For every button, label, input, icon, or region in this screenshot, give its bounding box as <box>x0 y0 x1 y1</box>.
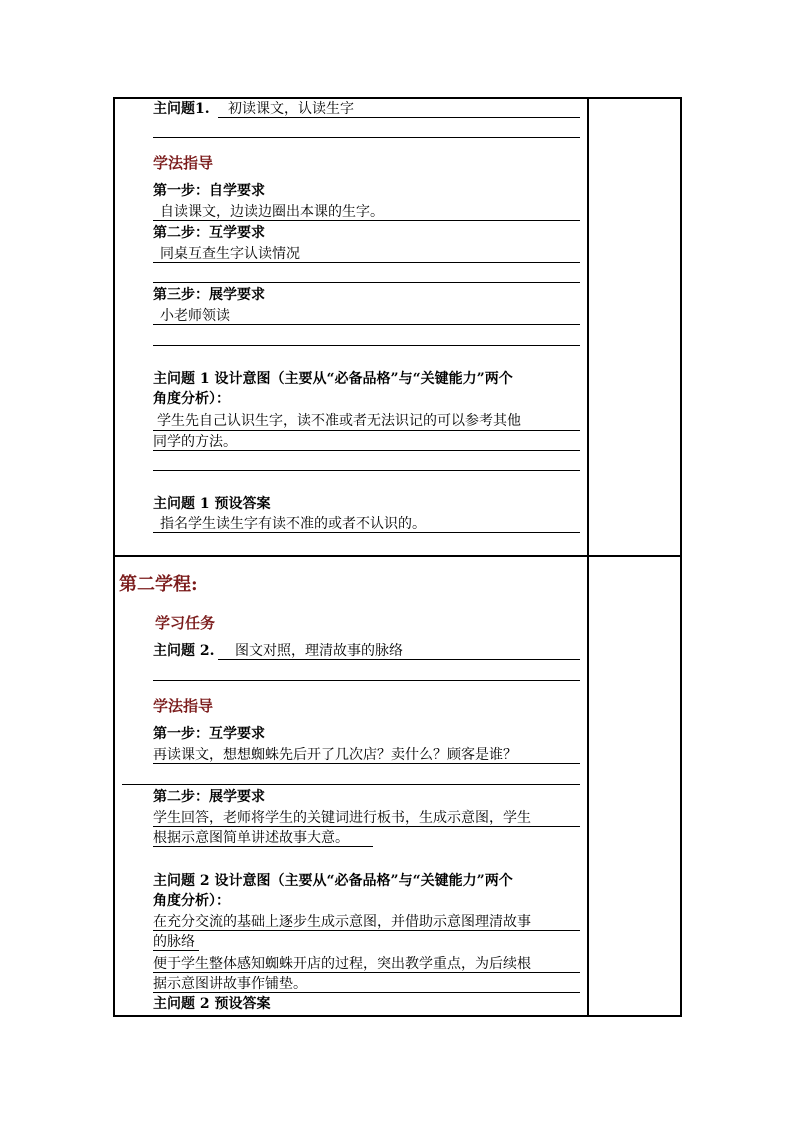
answer-line <box>153 763 580 764</box>
answer-line <box>153 282 580 283</box>
table-left-border <box>113 97 115 1017</box>
answer-text: 指名学生读生字有读不准的或者不认识的。 <box>160 516 426 532</box>
q2-text: 图文对照，理清故事的脉络 <box>235 643 403 659</box>
design-title-cont: 角度分析）： <box>153 391 230 407</box>
step2-text: 同桌互查生字认读情况 <box>160 246 300 262</box>
answer-line <box>153 992 580 993</box>
task-title: 学习任务 <box>155 614 216 632</box>
design-text-cont: 同学的方法。 <box>153 434 237 450</box>
q1-label: 主问题1. <box>153 101 210 117</box>
answer-line <box>153 846 373 847</box>
design-text-cont: 便于学生整体感知蜘蛛开店的过程，突出教学重点，为后续根 <box>153 956 531 972</box>
design-text: 在充分交流的基础上逐步生成示意图，并借助示意图理清故事 <box>153 914 531 930</box>
step2-label: 第二步：互学要求 <box>153 225 265 241</box>
answer-line <box>122 784 580 785</box>
table-right-border <box>680 97 682 1017</box>
table-top-border <box>113 97 681 99</box>
answer-title: 主问题 1 预设答案 <box>153 496 271 512</box>
q1-text: 初读课文，认读生字 <box>228 101 354 117</box>
answer-line <box>153 680 580 681</box>
section-heading: 第二学程: <box>119 574 198 595</box>
table-col-divider <box>587 97 589 1017</box>
method-title: 学法指导 <box>153 154 214 172</box>
method-title: 学法指导 <box>153 697 214 715</box>
answer-line <box>153 826 580 827</box>
answer-line <box>153 220 580 221</box>
step1-text: 自读课文，边读边圈出本课的生字。 <box>160 204 384 220</box>
design-title-cont: 角度分析）： <box>153 893 230 909</box>
design-text: 学生先自己认识生字，读不准或者无法识记的可以参考其他 <box>157 413 521 429</box>
step2-label: 第二步：展学要求 <box>153 789 265 805</box>
answer-line <box>218 117 580 118</box>
answer-title: 主问题 2 预设答案 <box>153 996 271 1012</box>
table-mid-border <box>113 555 681 557</box>
step1-label: 第一步：互学要求 <box>153 726 265 742</box>
answer-line <box>153 450 580 451</box>
step2-text-cont: 根据示意图简单讲述故事大意。 <box>153 830 349 846</box>
answer-line <box>153 345 580 346</box>
answer-line <box>153 972 580 973</box>
step3-text: 小老师领读 <box>160 308 230 324</box>
step2-text: 学生回答，老师将学生的关键词进行板书，生成示意图，学生 <box>153 810 531 826</box>
table-bottom-border <box>113 1015 681 1017</box>
answer-line <box>218 659 580 660</box>
design-text-cont: 据示意图讲故事作铺垫。 <box>153 976 307 992</box>
step1-label: 第一步：自学要求 <box>153 183 265 199</box>
step1-text: 再读课文，想想蜘蛛先后开了几次店？卖什么？顾客是谁？ <box>153 747 517 763</box>
answer-line <box>153 532 580 533</box>
answer-line <box>153 930 580 931</box>
step3-label: 第三步：展学要求 <box>153 287 265 303</box>
answer-line <box>153 262 580 263</box>
answer-line <box>153 950 199 951</box>
design-title: 主问题 2 设计意图（主要从“必备品格”与“关键能力”两个 <box>153 873 513 889</box>
q2-label: 主问题 2. <box>153 643 215 659</box>
design-text-cont: 的脉络 <box>153 934 195 950</box>
answer-line <box>153 470 580 471</box>
answer-line <box>153 137 580 138</box>
design-title: 主问题 1 设计意图（主要从“必备品格”与“关键能力”两个 <box>153 371 513 387</box>
answer-line <box>153 324 580 325</box>
answer-line <box>153 430 580 431</box>
